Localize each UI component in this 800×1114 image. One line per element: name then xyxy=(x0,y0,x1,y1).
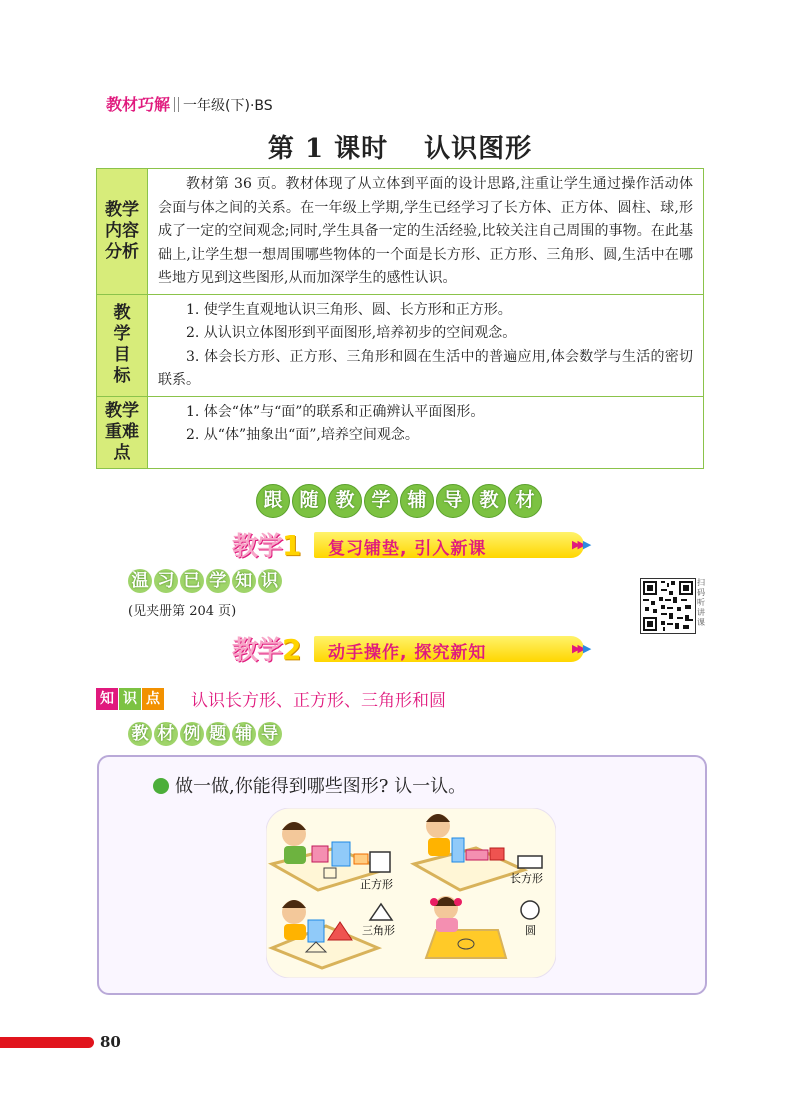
triangle-label: 三角形 xyxy=(362,924,395,937)
bullet-icon xyxy=(153,778,169,794)
teaching-info-table xyxy=(96,168,704,469)
section-banner: 跟 随 教 学 辅 导 教 材 xyxy=(256,484,544,518)
qr-note: 扫码听讲课 xyxy=(697,578,705,627)
lesson-name: 认识图形 xyxy=(424,134,533,164)
rectangle-label: 长方形 xyxy=(510,872,543,885)
key-difficulties-text: 1. 体会“体”与“面”的联系和正确辨认平面图形。 2. 从“体”抽象出“面”,培养空间观念。 xyxy=(148,396,704,468)
header-divider xyxy=(174,97,179,112)
teaching-step-2-tag: 教学2 xyxy=(232,633,301,666)
qr-code-icon[interactable] xyxy=(640,578,696,634)
example-prompt: 做一做,你能得到哪些图形? 认一认。 xyxy=(153,772,466,798)
review-subtitle: 温 习 已 学 知 识 xyxy=(128,569,278,593)
circle-shape xyxy=(521,901,539,919)
teaching-goals-row xyxy=(97,294,704,396)
content-analysis-text: 教材第 36 页。教材体现了从立体到平面的设计思路,注重让学生通过操作活动体会面与体之间的关系。在一年级上学期,学生已经学习了长方体、正方体、圆柱、球,形成了一定的空间观念;同时,学生具备一定的生活经验,比较关注自己周围的事物。在此基础上,让学生想一想周围哪些物体的一个面是长方形、正方形、三角形、圆,生活中在哪些地方见到这些图形,从而加深学生的感性认识。 xyxy=(148,169,704,295)
shapes-illustration xyxy=(266,808,556,978)
book-brand: 教材巧解 xyxy=(106,95,171,114)
square-shape xyxy=(370,852,390,872)
example-subtitle: 教 材 例 题 辅 导 xyxy=(128,722,278,746)
arrows-icon: ▶▶▶ xyxy=(572,538,589,551)
teaching-step-1-title: 复习铺垫, 引入新课 xyxy=(328,539,487,559)
circle-label: 圆 xyxy=(525,924,536,937)
lesson-number: 第 1 课时 xyxy=(267,134,389,164)
teaching-step-1-ribbon xyxy=(232,529,592,562)
running-header xyxy=(106,92,273,115)
teaching-goals-heading: 教 学 目 标 xyxy=(97,294,148,396)
footer-bar xyxy=(0,1037,94,1048)
lesson-title xyxy=(0,128,800,165)
page-number: 80 xyxy=(100,1033,121,1051)
key-difficulties-heading: 教学 重难点 xyxy=(97,396,148,468)
key-difficulties-row xyxy=(97,396,704,468)
teaching-step-2-ribbon xyxy=(232,633,592,666)
content-analysis-row xyxy=(97,169,704,295)
book-grade: 一年级(下)·BS xyxy=(183,98,273,114)
teaching-step-1-tag: 教学1 xyxy=(232,529,301,562)
square-label: 正方形 xyxy=(360,878,393,891)
content-analysis-heading: 教学 内容 分析 xyxy=(97,169,148,295)
knowledge-point-title: 认识长方形、正方形、三角形和圆 xyxy=(191,691,446,711)
rectangle-shape xyxy=(518,856,542,868)
teaching-step-2-title: 动手操作, 探究新知 xyxy=(328,643,487,663)
knowledge-point: 知 识 点 认识长方形、正方形、三角形和圆 xyxy=(96,686,446,711)
review-reference: (见夹册第 204 页) xyxy=(128,604,237,619)
teaching-goals-text: 1. 使学生直观地认识三角形、圆、长方形和正方形。 2. 从认识立体图形到平面图形,培养初步的空间观念。 3. 体会长方形、正方形、三角形和圆在生活中的普遍应用,体会数学与生活的密切联系。 xyxy=(148,294,704,396)
arrows-icon: ▶▶▶ xyxy=(572,642,589,655)
